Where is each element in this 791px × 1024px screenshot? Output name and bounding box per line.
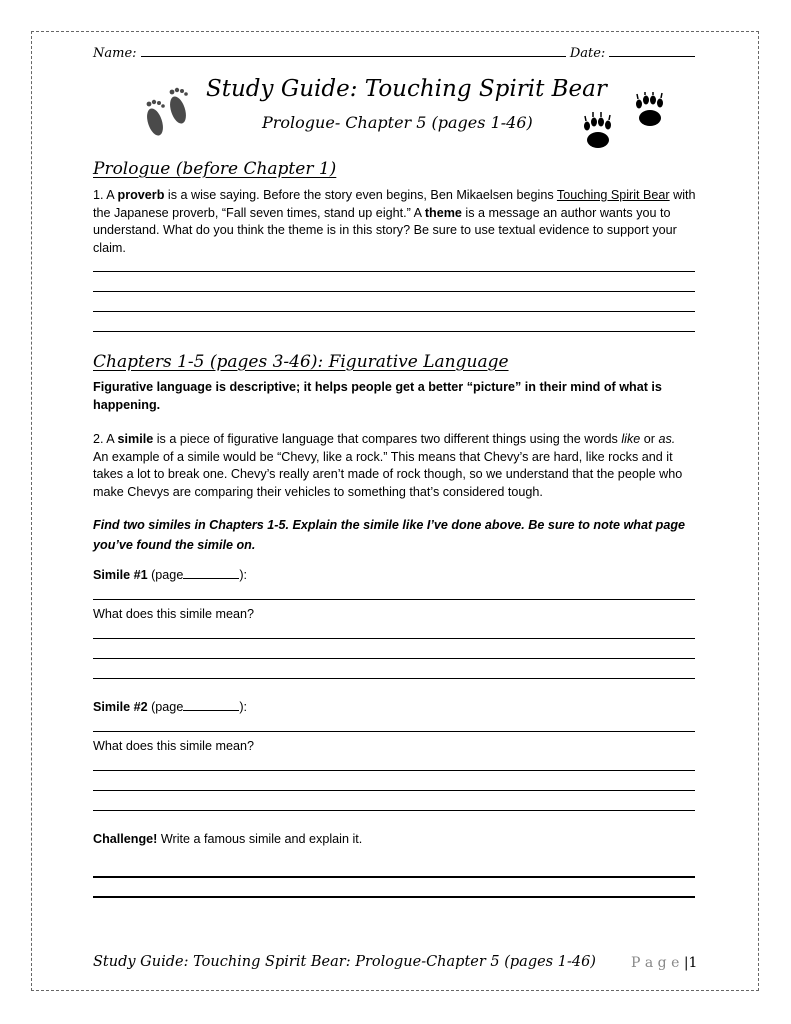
simile-instructions: Find two similes in Chapters 1-5. Explain the simile like I’ve done above. Be sure to note what page you’ve found the simile on. (93, 518, 686, 552)
footer-title: Study Guide: Touching Spirit Bear: Prologue-Chapter 5 (pages 1-46) (93, 954, 596, 970)
simile-1-question: What does this simile mean? (93, 607, 254, 621)
simile-1-label: Simile #1 (page ): (93, 568, 248, 582)
answer-line[interactable] (93, 790, 695, 791)
term-simile: simile (117, 432, 154, 446)
answer-line[interactable] (93, 599, 695, 600)
page-subtitle: Prologue- Chapter 5 (pages 1-46) (262, 113, 533, 132)
page-number: P a g e |1 (631, 955, 698, 971)
name-date-header (93, 46, 695, 61)
page-number-blank[interactable] (183, 578, 239, 579)
question-1: 1. A proverb is a wise saying. Before the story even begins, Ben Mikaelsen begins Touching Spirit Bear with the Japanese proverb, “Fall seven times, stand up eight.” A theme is a message an author wants you to understand. What do you think the theme is in this story? Be sure to use textual evidence to support your claim. (93, 188, 696, 255)
question-2: 2. A simile is a piece of figurative language that compares two different things using the words like or as. An example of a simile would be “Chevy, like a rock.” This means that Chevy’s are hard, like rocks and it takes a lot to break one. Chevy’s really aren’t made of rock though, so we understand that the people who make Chevys are comparing their vehicles to something that’s considered tough. (93, 432, 683, 499)
answer-line[interactable] (93, 770, 695, 771)
answer-line[interactable] (93, 731, 695, 732)
term-theme: theme (424, 205, 462, 220)
answer-line[interactable] (93, 876, 695, 878)
name-blank[interactable] (141, 56, 566, 57)
figurative-language-definition: Figurative language is descriptive; it helps people get a better “picture” in their mind of what is happening. (93, 380, 662, 412)
challenge-prompt: Challenge! Write a famous simile and explain it. (93, 832, 363, 846)
name-label: Name: (93, 46, 137, 61)
simile-2-label: Simile #2 (page ): (93, 700, 248, 714)
page-number-blank[interactable] (183, 710, 239, 711)
answer-line[interactable] (93, 271, 695, 272)
answer-line[interactable] (93, 331, 695, 332)
section-heading-prologue: Prologue (before Chapter 1) (93, 159, 337, 179)
answer-line[interactable] (93, 678, 695, 679)
bear-paw-prints-icon (578, 92, 674, 154)
answer-line[interactable] (93, 311, 695, 312)
date-label: Date: (569, 46, 606, 61)
simile-2-question: What does this simile mean? (93, 739, 254, 753)
answer-line[interactable] (93, 896, 695, 898)
book-title: Touching Spirit Bear (556, 188, 670, 202)
page-title: Study Guide: Touching Spirit Bear (206, 76, 607, 102)
footprints-icon (140, 86, 200, 146)
section-heading-figurative-language: Chapters 1-5 (pages 3-46): Figurative Language (93, 352, 509, 372)
answer-line[interactable] (93, 810, 695, 811)
date-blank[interactable] (609, 56, 695, 57)
answer-line[interactable] (93, 658, 695, 659)
term-proverb: proverb (117, 188, 165, 202)
answer-line[interactable] (93, 291, 695, 292)
answer-line[interactable] (93, 638, 695, 639)
